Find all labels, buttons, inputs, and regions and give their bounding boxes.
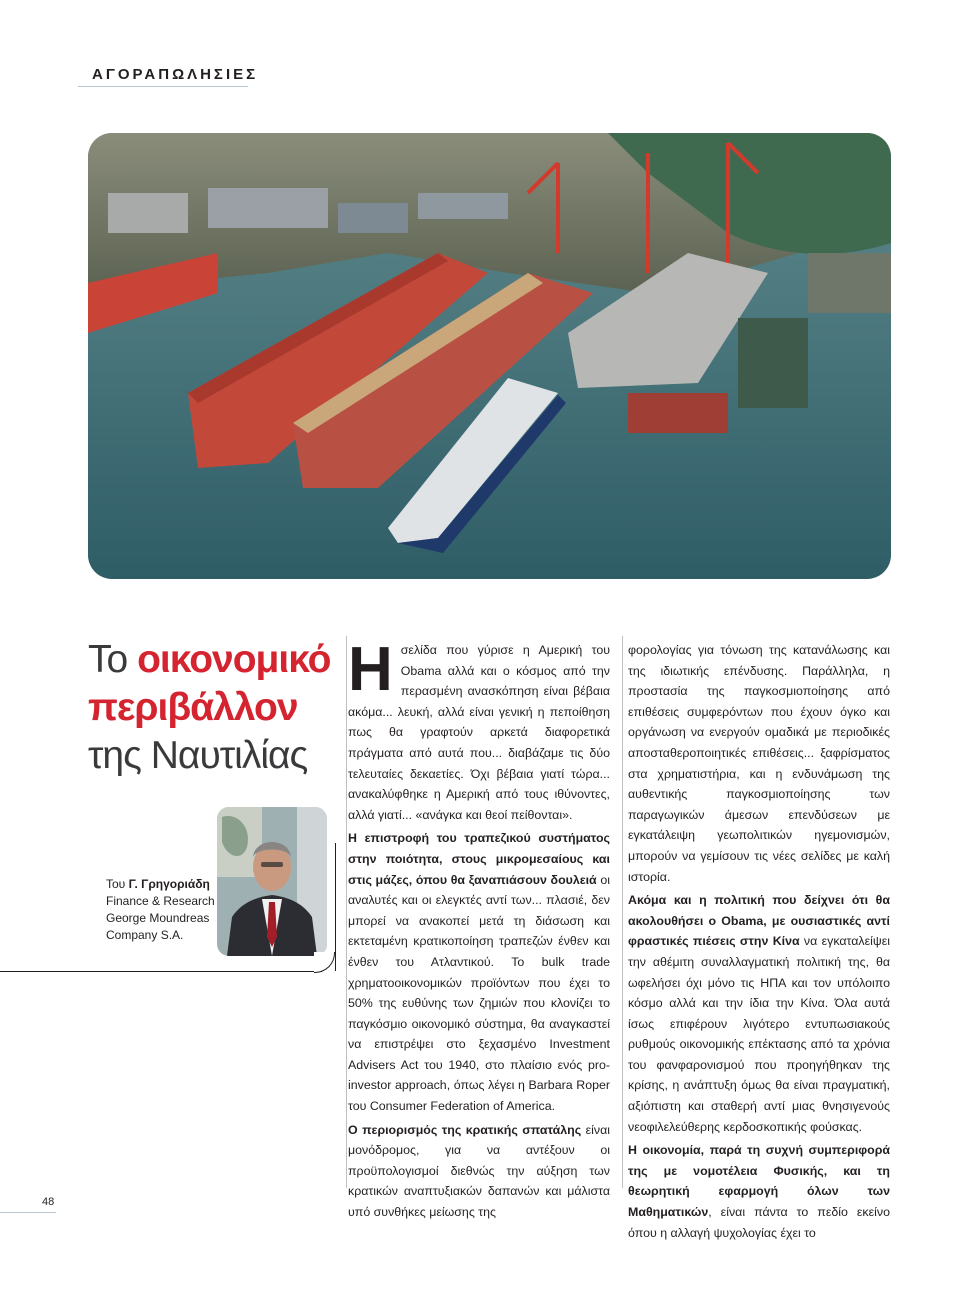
shipyard-photo-icon — [88, 133, 891, 579]
byline-rule-corner — [314, 952, 335, 973]
author-prefix: Του — [106, 877, 129, 891]
paragraph — [628, 640, 890, 887]
page-number-rule — [0, 1212, 56, 1213]
paragraph-text: είναι μονόδρομος, για να αντέξουν οι προϋπολογισμοί διεθνώς την αύξηση των κρατικών αναπτυξιακών δαπανών και μάλιστα υπό συνθήκες μείωσης της — [348, 1122, 610, 1220]
drop-cap: Η — [348, 635, 393, 704]
title-line2-red: περιβάλλον — [88, 686, 298, 729]
section-label: ΑΓΟΡΑΠΩΛΗΣΙΕΣ — [92, 66, 259, 83]
byline-rule-vertical — [335, 843, 336, 971]
paragraph-lead: Η επιστροφή του τραπεζικού συστήματος στην ποιότητα, στους μικρομεσαίους και στις μάζες, όπου θα ξαναπιάσουν δουλειά — [348, 831, 610, 887]
section-rule — [78, 86, 248, 87]
page-number: 48 — [42, 1196, 55, 1208]
byline-rule-horizontal — [0, 971, 322, 972]
column-rule-1 — [346, 636, 347, 1188]
author-role-2: George Moundreas — [106, 911, 210, 925]
paragraph — [348, 828, 610, 1116]
title-line1-red: οικονομικό — [137, 638, 331, 681]
column-rule-2 — [622, 636, 623, 1188]
hero-photo — [88, 133, 891, 579]
paragraph-text: οι αναλυτές και οι ελεγκτές αντί των... πλασιέ, δεν μπορεί να ανακοπεί μετά τη διάσωση και εκτεταμένη κρατικοποίηση τραπεζών ένθεν και ένθεν του Ατλαντικού. Το bulk trade χρηματοοικονομικών προϊόντων που έχει το 50% της ευθύνης των ζημιών που κλονίζει το παγκόσμιο οικονομικό σύστημα, θα αναγκαστεί να επιστρέψει στο ξεχασμένο Investment Advisers Act του 1940, στο πλαίσιο ενός pro-investor approach, όπως λέγει η Barbara Roper του Consumer Federation of America. — [348, 872, 611, 1114]
paragraph — [628, 890, 890, 1137]
paragraph-lead: Ακόμα και η πολιτική που δείχνει ότι θα ακολουθήσει ο Obama, με ουσιαστικές αντί φραστικές πιέσεις στην Κίνα — [628, 893, 890, 949]
title-line3-plain: της Ναυτιλίας — [88, 734, 308, 777]
paragraph-text: να εγκαταλείψει την αθέμιτη συναλλαγματική πολιτική της, θα ωφελήσει όχι μόνο τις ΗΠΑ και τον υπόλοιπο κόσμο αλλά και την ίδια την Κίνα. Όλα αυτά ίσως επιφέρουν λιγότερο εντυπωσιακούς ρυθμούς οικονομικής επέκτασης από τα χρόνια του φανφαρονισμού που προηγήθηκαν της κρίσης, η ανάπτυξη όμως θα είναι πραγματική, αξιόπιστη και σταθερή αντί μιας θνησιγενούς νεοφιλελεύθερης κερδοσκοπικής φούσκας. — [628, 934, 890, 1134]
author-photo-icon — [217, 807, 327, 956]
author-byline — [106, 876, 226, 944]
title-line1-plain: Το — [88, 638, 138, 681]
author-name: Γ. Γρηγοριάδη — [128, 877, 210, 891]
author-portrait — [217, 807, 327, 956]
author-role-1: Finance & Research — [106, 894, 215, 908]
article-column-2 — [628, 640, 890, 1246]
paragraph — [628, 1140, 890, 1243]
author-role-3: Company S.A. — [106, 928, 184, 942]
article-title — [88, 636, 348, 780]
paragraph-text: , είναι πάντα το πεδίο εκείνο όπου η αλλαγή ψυχολογίας έχει το — [628, 1205, 890, 1240]
paragraph-text: σελίδα που γύρισε η Αμερική του Obama αλλά και ο κόσμος από την περασμένη ανασκόπηση είναι βέβαια ακόμα... λευκή, αλλά είναι γενική η πεποίθηση πως θα γραφτούν αρκετά διαφορετικά πράγματα από αυτά που... διαβάζαμε τις δύο τελευταίες δεκαετίες. Όχι βέβαια γιατί τώρα... ανακαλύφθηκε η Αμερική από τους ιθύνοντες, αλλά γιατί... «ανάγκα και θεοί πείθονται». — [348, 643, 610, 822]
paragraph-lead: Ο περιορισμός της κρατικής σπατάλης — [348, 1122, 582, 1137]
paragraph — [348, 1120, 610, 1223]
paragraph-text: φορολογίας για τόνωση της κατανάλωσης και της ιδιωτικής επένδυσης. Παράλληλα, η προστασία της παγκοσμιοποίησης από επιθέσεις συμφερόντων που έχουν όγκο και οργάνωση να ενεργούν ομαδικά με περιοδικές αποσταθεροποιητικές επιθέσεις... ξαφρίσματος στα χρηματιστήρια, και η ενδυνάμωση της αυθεντικής παγκοσμιοποίησης των παραγωγικών άμεσων επενδύσεων με εγκατάλειψη γεωπολιτικών ηγεμονισμών, μπορούν να γεμίσουν τις νέες σελίδες με καλή ιστορία. — [628, 643, 890, 884]
paragraph-lead: Η οικονομία, παρά τη συχνή συμπεριφορά της με νομοτέλεια Φυσικής, και τη θεωρητική εφαρμογή όλων των Μαθηματικών — [628, 1143, 890, 1220]
article-column-1 — [348, 635, 611, 1226]
